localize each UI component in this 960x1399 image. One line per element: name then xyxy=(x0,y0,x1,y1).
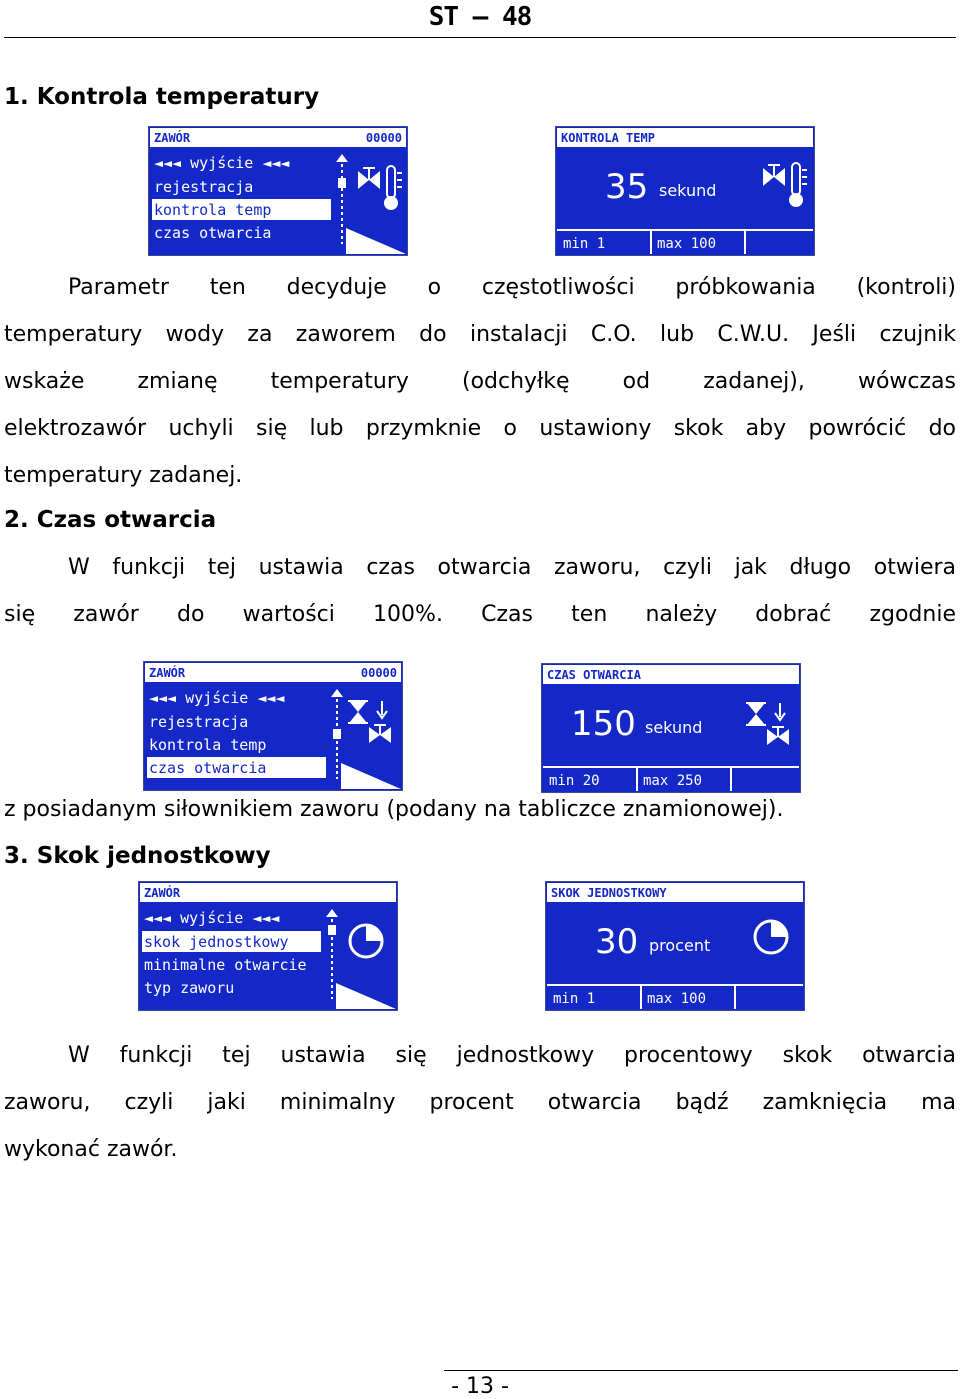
paragraph-line: temperatury zadanej. xyxy=(4,463,243,488)
lcd-menu-2-code: 00000 xyxy=(360,666,397,680)
paragraph-line: z posiadanym siłownikiem zaworu (podany na tabliczce znamionowej). xyxy=(4,797,784,822)
lcd-setting-2 xyxy=(541,663,801,793)
section-3-paragraph xyxy=(4,1032,956,1173)
paragraph-line: wykonać zawór. xyxy=(4,1137,178,1162)
paragraph-line: Parametr ten decyduje o częstotliwości próbkowania (kontroli) xyxy=(68,275,956,300)
lcd-menu-1-item-2: kontrola temp xyxy=(154,201,272,219)
lcd-setting-1-min: min 1 xyxy=(563,236,606,252)
lcd-setting-3 xyxy=(545,881,805,1011)
lcd-setting-2-min: min 20 xyxy=(549,773,600,789)
section-2-heading: 2. Czas otwarcia xyxy=(4,507,217,533)
paragraph-line: wskaże zmianę temperatury (odchyłkę od zadanej), wówczas xyxy=(4,369,956,394)
lcd-menu-2-item-0: ◄◄◄ wyjście ◄◄◄ xyxy=(149,689,285,707)
lcd-setting-1-unit: sekund xyxy=(659,181,717,200)
header-title: ST – 48 xyxy=(428,2,532,32)
lcd-menu-2-item-1: rejestracja xyxy=(149,713,249,731)
lcd-setting-3-value: 30 xyxy=(595,922,639,962)
lcd-menu-1-item-3: czas otwarcia xyxy=(154,224,272,242)
lcd-setting-2-value: 150 xyxy=(571,704,636,744)
lcd-menu-1-item-1: rejestracja xyxy=(154,178,254,196)
lcd-menu-1 xyxy=(148,126,408,256)
lcd-menu-3-item-2: minimalne otwarcie xyxy=(144,956,307,974)
lcd-menu-2-item-3: czas otwarcia xyxy=(149,759,267,777)
lcd-setting-1-value: 35 xyxy=(605,167,649,207)
lcd-menu-2 xyxy=(143,661,403,791)
lcd-setting-1-max: max 100 xyxy=(657,236,717,252)
lcd-setting-2-title: CZAS OTWARCIA xyxy=(547,668,641,682)
lcd-menu-1-item-0: ◄◄◄ wyjście ◄◄◄ xyxy=(154,154,290,172)
paragraph-line: elektrozawór uchyli się lub przymknie o ustawiony skok aby powrócić do xyxy=(4,416,956,441)
lcd-setting-2-unit: sekund xyxy=(645,718,703,737)
paragraph-line: zaworu, czyli jaki minimalny procent otwarcia bądź zamknięcia ma xyxy=(4,1090,956,1115)
lcd-setting-3-title: SKOK JEDNOSTKOWY xyxy=(551,886,667,900)
lcd-menu-2-item-2: kontrola temp xyxy=(149,736,267,754)
page-number: - 13 - xyxy=(451,1374,509,1399)
paragraph-line: się zawór do wartości 100%. Czas ten należy dobrać zgodnie xyxy=(4,602,956,627)
paragraph-line: temperatury wody za zaworem do instalacji C.O. lub C.W.U. Jeśli czujnik xyxy=(4,322,956,347)
section-3-heading: 3. Skok jednostkowy xyxy=(4,843,271,869)
lcd-menu-1-code: 00000 xyxy=(365,131,402,145)
lcd-menu-3-title: ZAWÓR xyxy=(144,886,181,900)
lcd-menu-3-item-3: typ zaworu xyxy=(144,979,235,997)
header-divider xyxy=(4,37,956,38)
section-2-paragraph xyxy=(4,544,956,638)
lcd-menu-1-title: ZAWÓR xyxy=(154,131,191,145)
lcd-setting-3-unit: procent xyxy=(649,936,711,955)
lcd-menu-3-item-1: skok jednostkowy xyxy=(144,933,289,951)
lcd-setting-1 xyxy=(555,126,815,256)
section-1-paragraph xyxy=(4,264,956,499)
paragraph-line: W funkcji tej ustawia się jednostkowy procentowy skok otwarcia xyxy=(68,1043,956,1068)
lcd-menu-3-item-0: ◄◄◄ wyjście ◄◄◄ xyxy=(144,909,280,927)
lcd-menu-3 xyxy=(138,881,398,1011)
section-1-heading: 1. Kontrola temperatury xyxy=(4,84,320,110)
footer-divider xyxy=(444,1370,958,1371)
lcd-setting-1-title: KONTROLA TEMP xyxy=(561,131,655,145)
lcd-setting-3-min: min 1 xyxy=(553,991,596,1007)
lcd-setting-3-max: max 100 xyxy=(647,991,707,1007)
lcd-setting-2-max: max 250 xyxy=(643,773,703,789)
section-2-paragraph-end xyxy=(4,786,956,833)
lcd-menu-2-title: ZAWÓR xyxy=(149,666,186,680)
paragraph-line: W funkcji tej ustawia czas otwarcia zaworu, czyli jak długo otwiera xyxy=(68,555,956,580)
